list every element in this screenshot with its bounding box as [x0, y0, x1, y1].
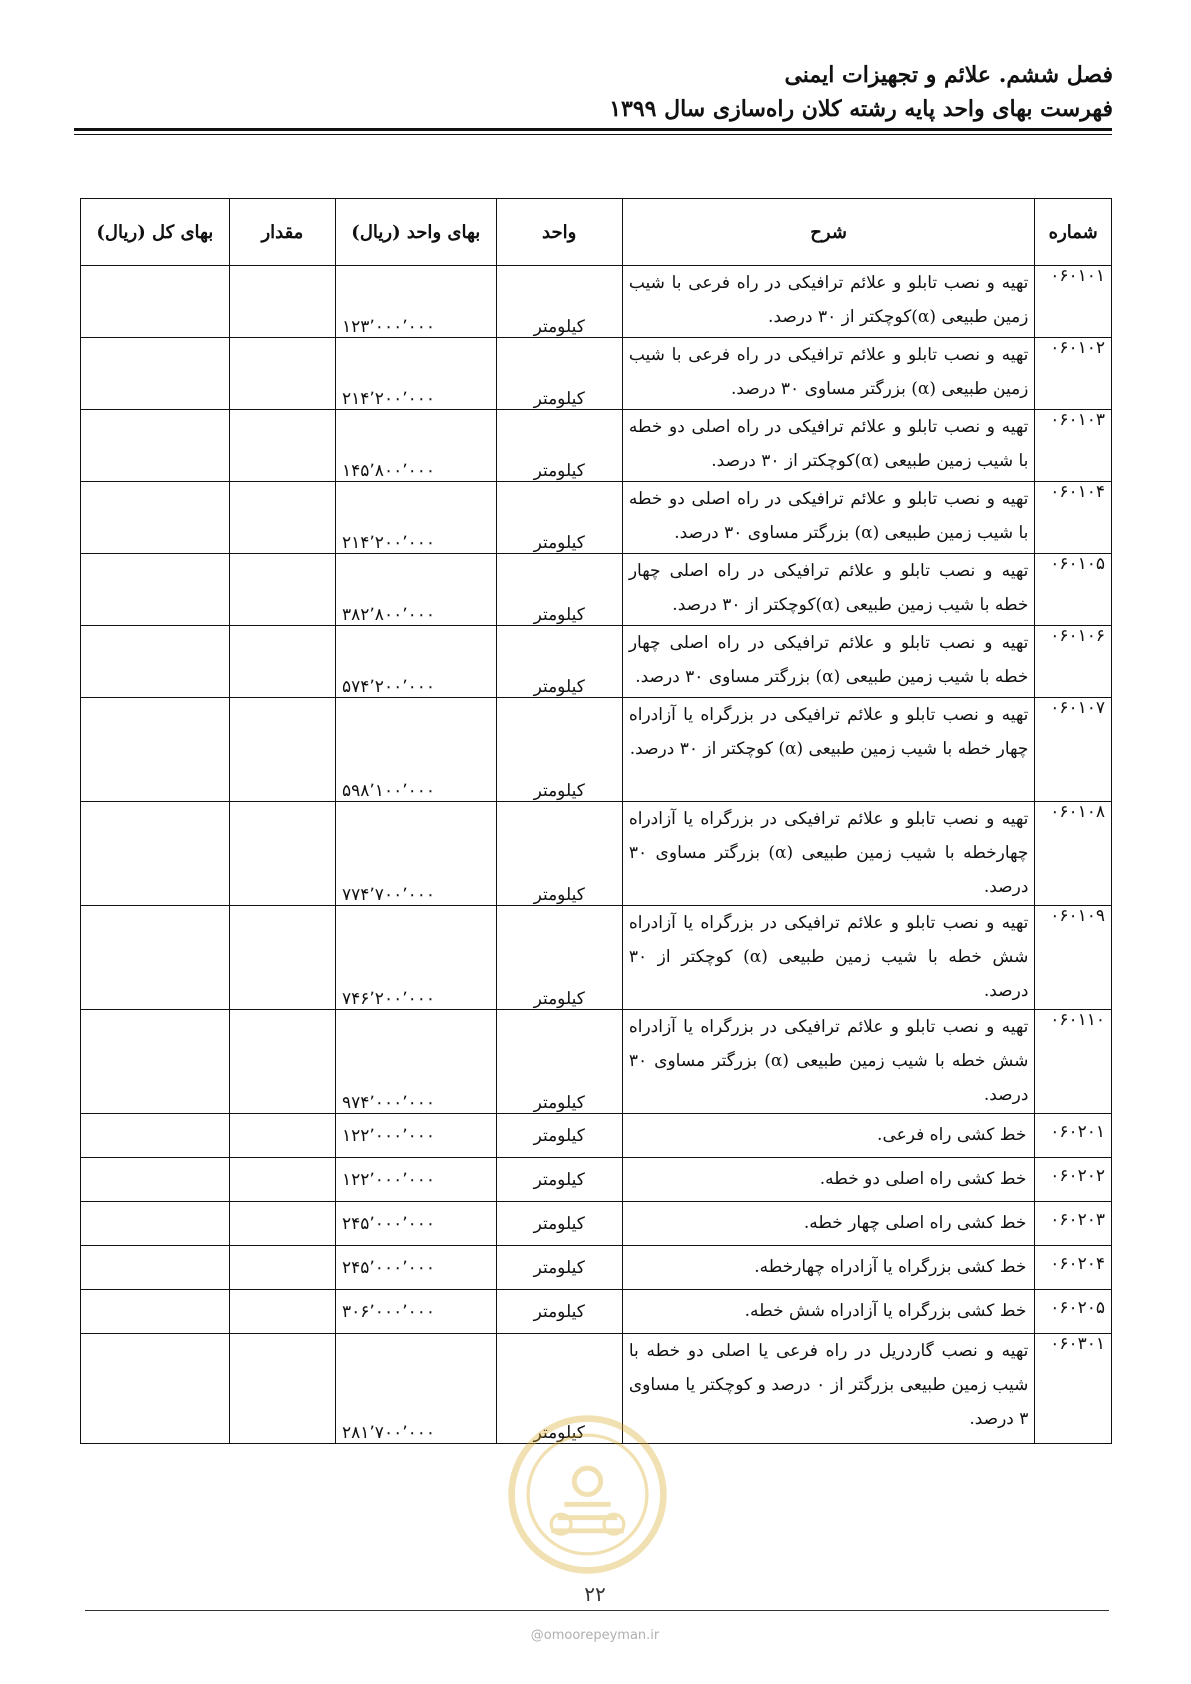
table-row [81, 1202, 1112, 1246]
item-unit: کیلومتر [496, 1010, 622, 1114]
item-code: ۰۶۰۲۰۲ [1035, 1158, 1112, 1202]
document-title: فهرست بهای واحد پایه رشته کلان راه‌سازی سال ۱۳۹۹ [609, 96, 1113, 122]
item-description: خط کشی راه اصلی چهار خطه. [622, 1202, 1035, 1246]
table-row [81, 266, 1112, 338]
col-header-desc: شرح [622, 199, 1035, 266]
item-qty [229, 1290, 335, 1334]
col-header-unit: واحد [496, 199, 622, 266]
item-unit: کیلومتر [496, 1202, 622, 1246]
item-description: تهیه و نصب گاردریل در راه فرعی یا اصلی دو خطه با شیب زمین طبیعی بزرگتر از ۰ درصد و کوچکتر یا مساوی ۳ درصد. [622, 1334, 1035, 1444]
item-qty [229, 266, 335, 338]
item-description: تهیه و نصب تابلو و علائم ترافیکی در راه اصلی دو خطه با شیب زمین طبیعی (α)کوچکتر از ۳۰ درصد. [622, 410, 1035, 482]
item-qty [229, 698, 335, 802]
item-qty [229, 1202, 335, 1246]
item-qty [229, 802, 335, 906]
item-description: تهیه و نصب تابلو و علائم ترافیکی در راه فرعی با شیب زمین طبیعی (α)کوچکتر از ۳۰ درصد. [622, 266, 1035, 338]
table-row [81, 698, 1112, 802]
item-code: ۰۶۰۱۰۷ [1035, 698, 1112, 802]
item-qty [229, 1334, 335, 1444]
item-qty [229, 338, 335, 410]
item-qty [229, 410, 335, 482]
table-row [81, 1114, 1112, 1158]
item-description: خط کشی بزرگراه یا آزادراه چهارخطه. [622, 1246, 1035, 1290]
item-total [81, 410, 230, 482]
item-unit-price: ۱۲۲٬۰۰۰٬۰۰۰ [336, 1158, 497, 1202]
item-description: تهیه و نصب تابلو و علائم ترافیکی در بزرگراه یا آزادراه شش خطه با شیب زمین طبیعی (α) بزرگتر مساوی ۳۰ درصد. [622, 1010, 1035, 1114]
col-header-unit-price: بهای واحد (ریال) [336, 199, 497, 266]
item-unit-price: ۵۹۸٬۱۰۰٬۰۰۰ [336, 698, 497, 802]
item-qty [229, 1010, 335, 1114]
item-code: ۰۶۰۲۰۵ [1035, 1290, 1112, 1334]
table-header-row [81, 199, 1112, 266]
item-unit: کیلومتر [496, 1246, 622, 1290]
item-unit: کیلومتر [496, 626, 622, 698]
table-row [81, 1246, 1112, 1290]
item-description: تهیه و نصب تابلو و علائم ترافیکی در بزرگراه یا آزادراه چهارخطه با شیب زمین طبیعی (α) بزرگتر مساوی ۳۰ درصد. [622, 802, 1035, 906]
item-description: تهیه و نصب تابلو و علائم ترافیکی در راه اصلی چهار خطه با شیب زمین طبیعی (α)کوچکتر از ۳۰ درصد. [622, 554, 1035, 626]
item-total [81, 1290, 230, 1334]
item-description: تهیه و نصب تابلو و علائم ترافیکی در راه اصلی دو خطه با شیب زمین طبیعی (α) بزرگتر مساوی ۳۰ درصد. [622, 482, 1035, 554]
item-unit: کیلومتر [496, 698, 622, 802]
page-number: ۲۲ [584, 1582, 606, 1606]
item-unit-price: ۲۴۵٬۰۰۰٬۰۰۰ [336, 1202, 497, 1246]
item-description: تهیه و نصب تابلو و علائم ترافیکی در راه فرعی با شیب زمین طبیعی (α) بزرگتر مساوی ۳۰ درصد. [622, 338, 1035, 410]
item-unit: کیلومتر [496, 266, 622, 338]
item-unit: کیلومتر [496, 1158, 622, 1202]
table-row [81, 338, 1112, 410]
item-unit: کیلومتر [496, 482, 622, 554]
header-rule-thin [74, 134, 1112, 135]
item-code: ۰۶۰۱۱۰ [1035, 1010, 1112, 1114]
table-row [81, 554, 1112, 626]
item-total [81, 906, 230, 1010]
table-row [81, 906, 1112, 1010]
item-unit-price: ۲۱۴٬۲۰۰٬۰۰۰ [336, 482, 497, 554]
chapter-title: فصل ششم. علائم و تجهیزات ایمنی [784, 62, 1113, 88]
table-row [81, 482, 1112, 554]
item-unit-price: ۷۷۴٬۷۰۰٬۰۰۰ [336, 802, 497, 906]
item-description: خط کشی راه اصلی دو خطه. [622, 1158, 1035, 1202]
item-unit-price: ۵۷۴٬۲۰۰٬۰۰۰ [336, 626, 497, 698]
item-code: ۰۶۰۱۰۶ [1035, 626, 1112, 698]
item-total [81, 266, 230, 338]
table-row [81, 410, 1112, 482]
item-unit: کیلومتر [496, 338, 622, 410]
item-code: ۰۶۰۱۰۴ [1035, 482, 1112, 554]
item-total [81, 1334, 230, 1444]
footer-rule [85, 1610, 1109, 1611]
item-total [81, 1246, 230, 1290]
item-unit-price: ۳۰۶٬۰۰۰٬۰۰۰ [336, 1290, 497, 1334]
item-code: ۰۶۰۲۰۴ [1035, 1246, 1112, 1290]
col-header-total: بهای کل (ریال) [81, 199, 230, 266]
website-watermark: @omoorepeyman.ir [530, 1628, 660, 1643]
item-unit-price: ۱۲۲٬۰۰۰٬۰۰۰ [336, 1114, 497, 1158]
item-description: خط کشی راه فرعی. [622, 1114, 1035, 1158]
item-code: ۰۶۰۳۰۱ [1035, 1334, 1112, 1444]
item-code: ۰۶۰۱۰۳ [1035, 410, 1112, 482]
item-code: ۰۶۰۲۰۳ [1035, 1202, 1112, 1246]
item-unit: کیلومتر [496, 1114, 622, 1158]
item-unit-price: ۲۱۴٬۲۰۰٬۰۰۰ [336, 338, 497, 410]
item-qty [229, 482, 335, 554]
table-row [81, 626, 1112, 698]
item-qty [229, 906, 335, 1010]
item-description: خط کشی بزرگراه یا آزادراه شش خطه. [622, 1290, 1035, 1334]
item-description: تهیه و نصب تابلو و علائم ترافیکی در بزرگراه یا آزادراه شش خطه با شیب زمین طبیعی (α) کوچکتر از ۳۰ درصد. [622, 906, 1035, 1010]
item-code: ۰۶۰۱۰۸ [1035, 802, 1112, 906]
item-total [81, 1158, 230, 1202]
item-code: ۰۶۰۱۰۹ [1035, 906, 1112, 1010]
item-unit-price: ۷۴۶٬۲۰۰٬۰۰۰ [336, 906, 497, 1010]
item-unit: کیلومتر [496, 554, 622, 626]
item-total [81, 1114, 230, 1158]
table-row [81, 1158, 1112, 1202]
item-code: ۰۶۰۱۰۵ [1035, 554, 1112, 626]
table-row [81, 802, 1112, 906]
item-total [81, 1010, 230, 1114]
item-unit-price: ۱۲۳٬۰۰۰٬۰۰۰ [336, 266, 497, 338]
item-unit: کیلومتر [496, 802, 622, 906]
item-unit-price: ۹۷۴٬۰۰۰٬۰۰۰ [336, 1010, 497, 1114]
table-row [81, 1290, 1112, 1334]
item-total [81, 338, 230, 410]
item-qty [229, 554, 335, 626]
item-unit: کیلومتر [496, 1290, 622, 1334]
page-header [83, 58, 1113, 126]
col-header-qty: مقدار [229, 199, 335, 266]
header-rule-thick [74, 128, 1112, 131]
col-header-code: شماره [1035, 199, 1112, 266]
price-table [80, 198, 1112, 1444]
item-description: تهیه و نصب تابلو و علائم ترافیکی در راه اصلی چهار خطه با شیب زمین طبیعی (α) بزرگتر مساوی ۳۰ درصد. [622, 626, 1035, 698]
item-total [81, 554, 230, 626]
item-total [81, 698, 230, 802]
item-total [81, 1202, 230, 1246]
item-qty [229, 626, 335, 698]
item-total [81, 482, 230, 554]
table-row [81, 1010, 1112, 1114]
item-code: ۰۶۰۱۰۱ [1035, 266, 1112, 338]
item-unit-price: ۲۴۵٬۰۰۰٬۰۰۰ [336, 1246, 497, 1290]
item-description: تهیه و نصب تابلو و علائم ترافیکی در بزرگراه یا آزادراه چهار خطه با شیب زمین طبیعی (α) کوچکتر از ۳۰ درصد. [622, 698, 1035, 802]
item-total [81, 802, 230, 906]
item-qty [229, 1114, 335, 1158]
item-unit-price: ۳۸۲٬۸۰۰٬۰۰۰ [336, 554, 497, 626]
item-code: ۰۶۰۱۰۲ [1035, 338, 1112, 410]
item-unit-price: ۲۸۱٬۷۰۰٬۰۰۰ [336, 1334, 497, 1444]
item-total [81, 626, 230, 698]
item-qty [229, 1158, 335, 1202]
item-unit-price: ۱۴۵٬۸۰۰٬۰۰۰ [336, 410, 497, 482]
item-unit: کیلومتر [496, 906, 622, 1010]
item-unit: کیلومتر [496, 410, 622, 482]
item-unit: کیلومتر [496, 1334, 622, 1444]
item-qty [229, 1246, 335, 1290]
publisher-seal-watermark [505, 1412, 670, 1577]
item-code: ۰۶۰۲۰۱ [1035, 1114, 1112, 1158]
